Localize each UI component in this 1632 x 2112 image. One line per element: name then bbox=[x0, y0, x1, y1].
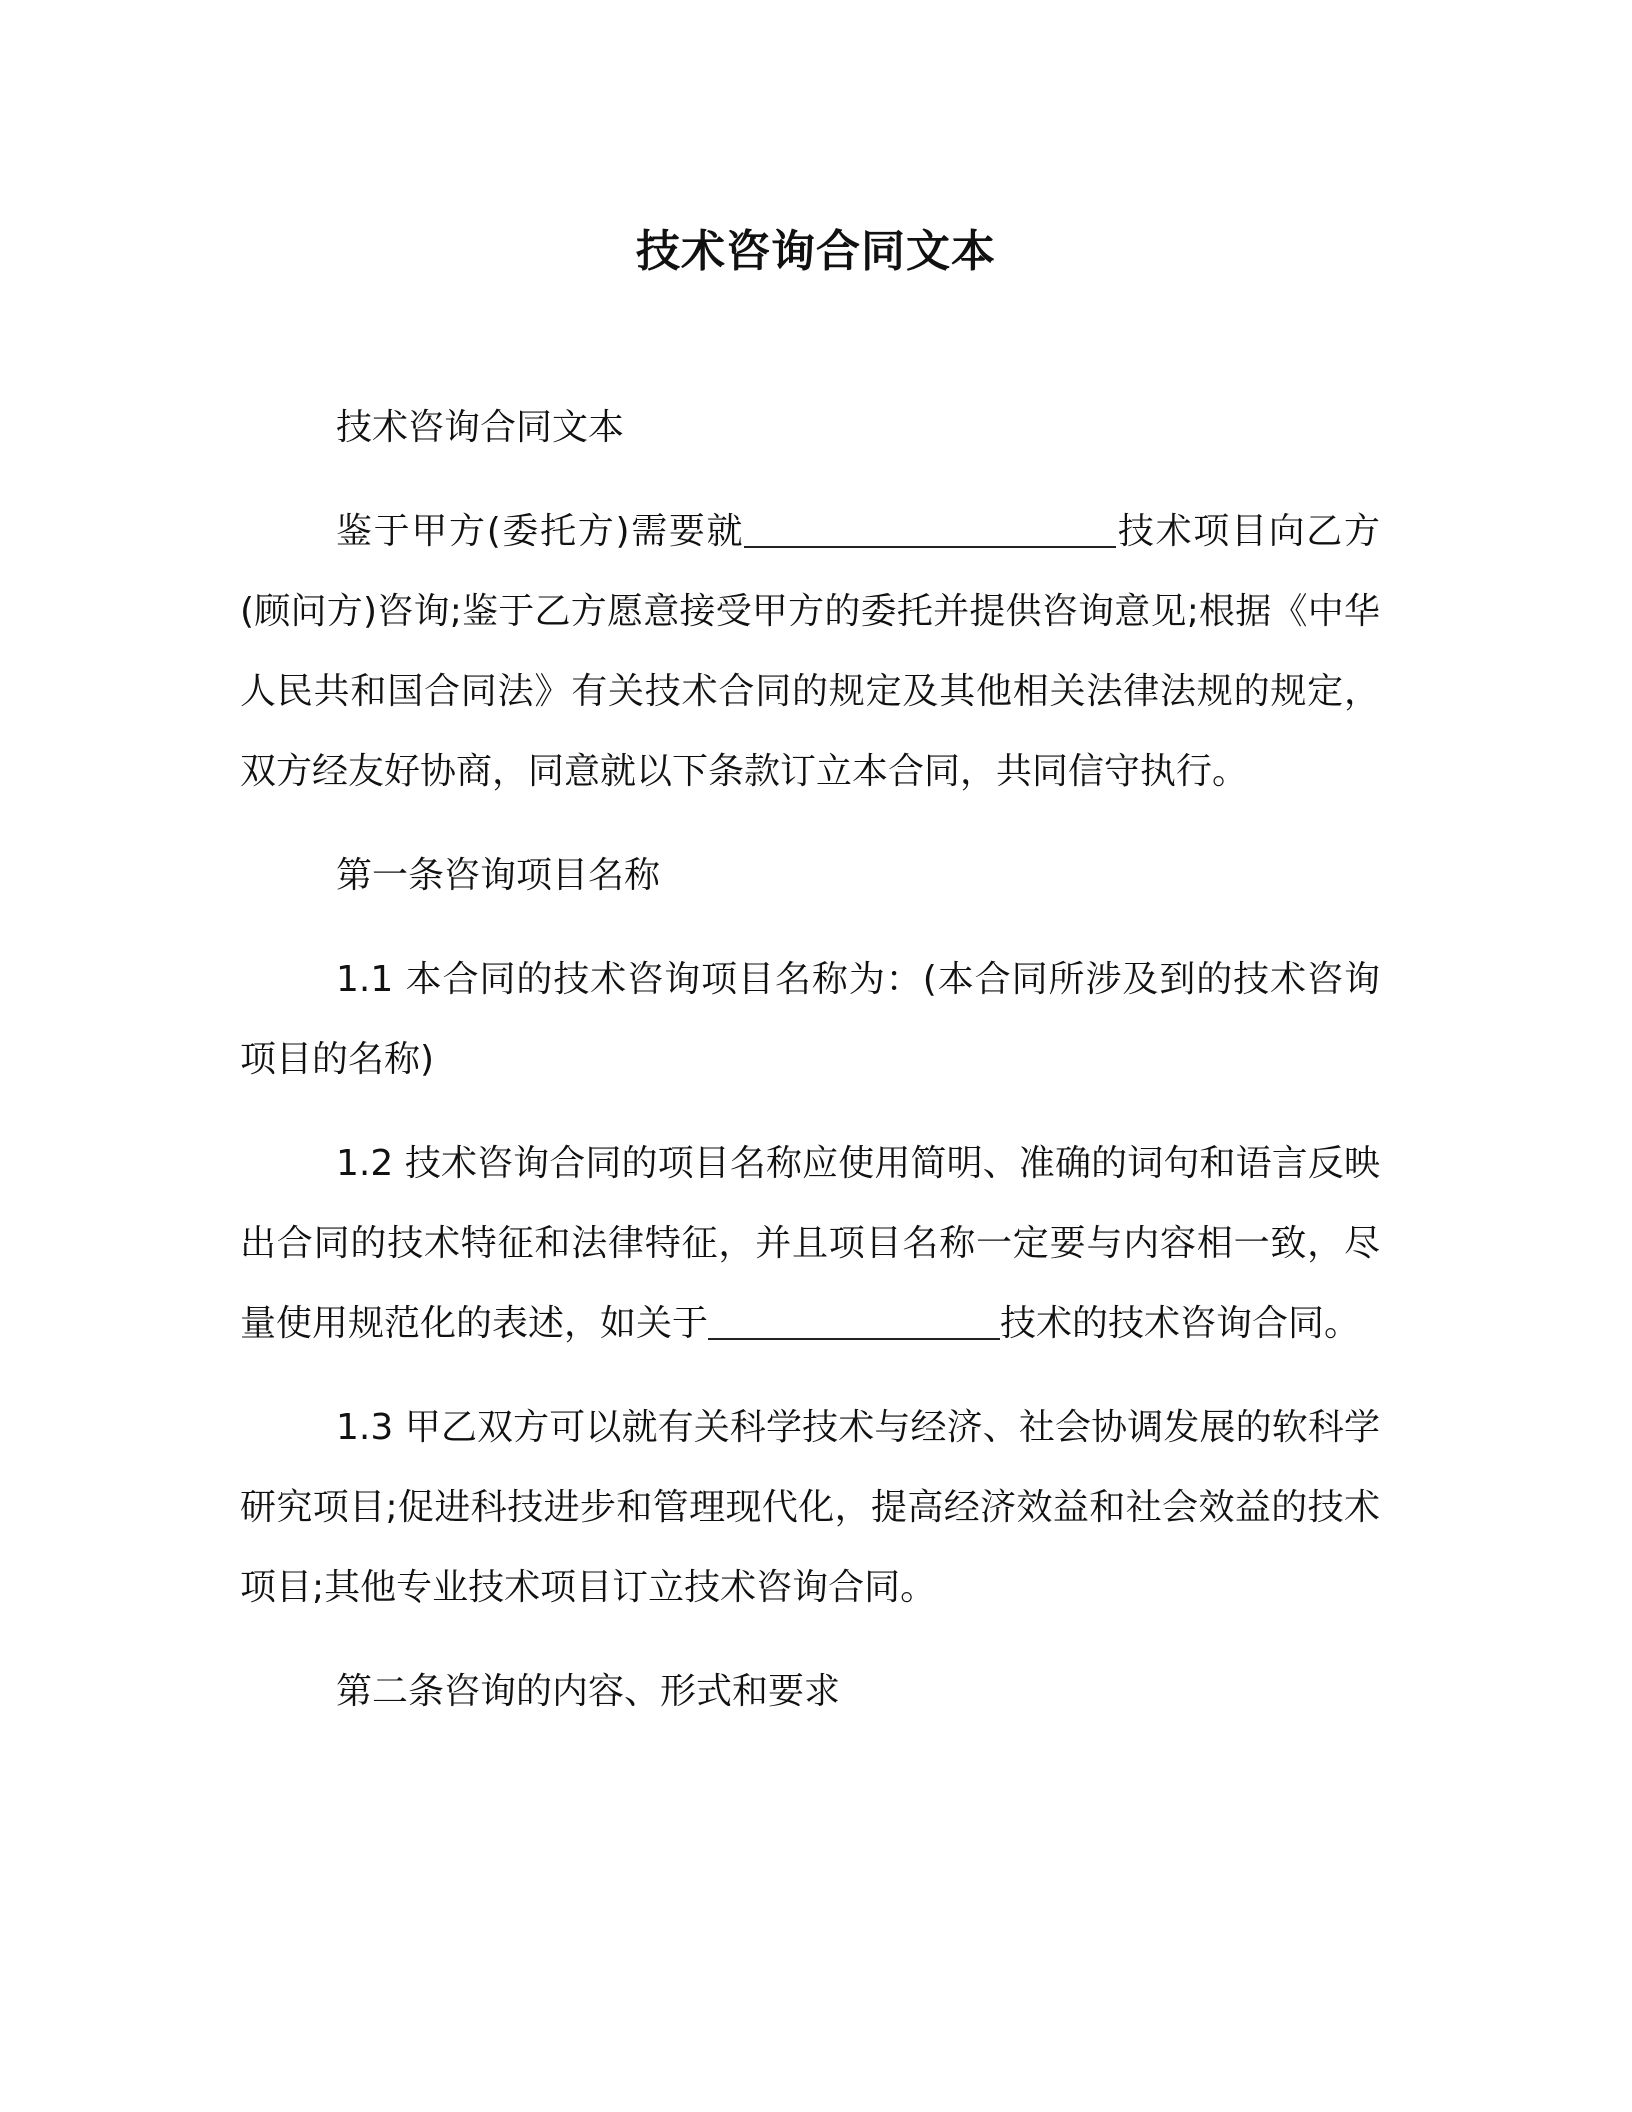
clause-1-2-part2: 技术的技术咨询合同。 bbox=[1000, 1303, 1361, 1344]
document-body bbox=[240, 388, 1380, 1756]
preamble-text-part2: 技术项目向乙方(顾问方)咨询;鉴于乙方愿意接受甲方的委托并提供咨询意见;根据《中华人民共和国合同法》有关技术合同的规定及其他相关法律法规的规定，双方经友好协商，同意就以下条款订立本合同，共同信守执行。 bbox=[240, 511, 1380, 792]
preamble-paragraph bbox=[240, 492, 1380, 812]
clause-1-2-part1: 1.2 技术咨询合同的项目名称应使用简明、准确的词句和语言反映出合同的技术特征和法律特征，并且项目名称一定要与内容相一致，尽量使用规范化的表述，如关于 bbox=[240, 1143, 1380, 1344]
clause-1-3: 1.3 甲乙双方可以就有关科学技术与经济、社会协调发展的软科学研究项目;促进科技进步和管理现代化，提高经济效益和社会效益的技术项目;其他专业技术项目订立技术咨询合同。 bbox=[240, 1407, 1380, 1608]
preamble-text-part1: 鉴于甲方(委托方)需要就 bbox=[336, 511, 745, 552]
project-name-blank bbox=[744, 510, 1116, 548]
clause-1-1: 1.1 本合同的技术咨询项目名称为：(本合同所涉及到的技术咨询项目的名称) bbox=[240, 959, 1380, 1080]
article-2-heading: 第二条咨询的内容、形式和要求 bbox=[336, 1671, 841, 1712]
article-1-heading: 第一条咨询项目名称 bbox=[336, 855, 661, 896]
technology-name-blank bbox=[708, 1302, 1000, 1340]
document-subtitle: 技术咨询合同文本 bbox=[336, 407, 625, 448]
document-title: 技术咨询合同文本 bbox=[636, 226, 996, 277]
clause-1-2 bbox=[240, 1124, 1380, 1364]
